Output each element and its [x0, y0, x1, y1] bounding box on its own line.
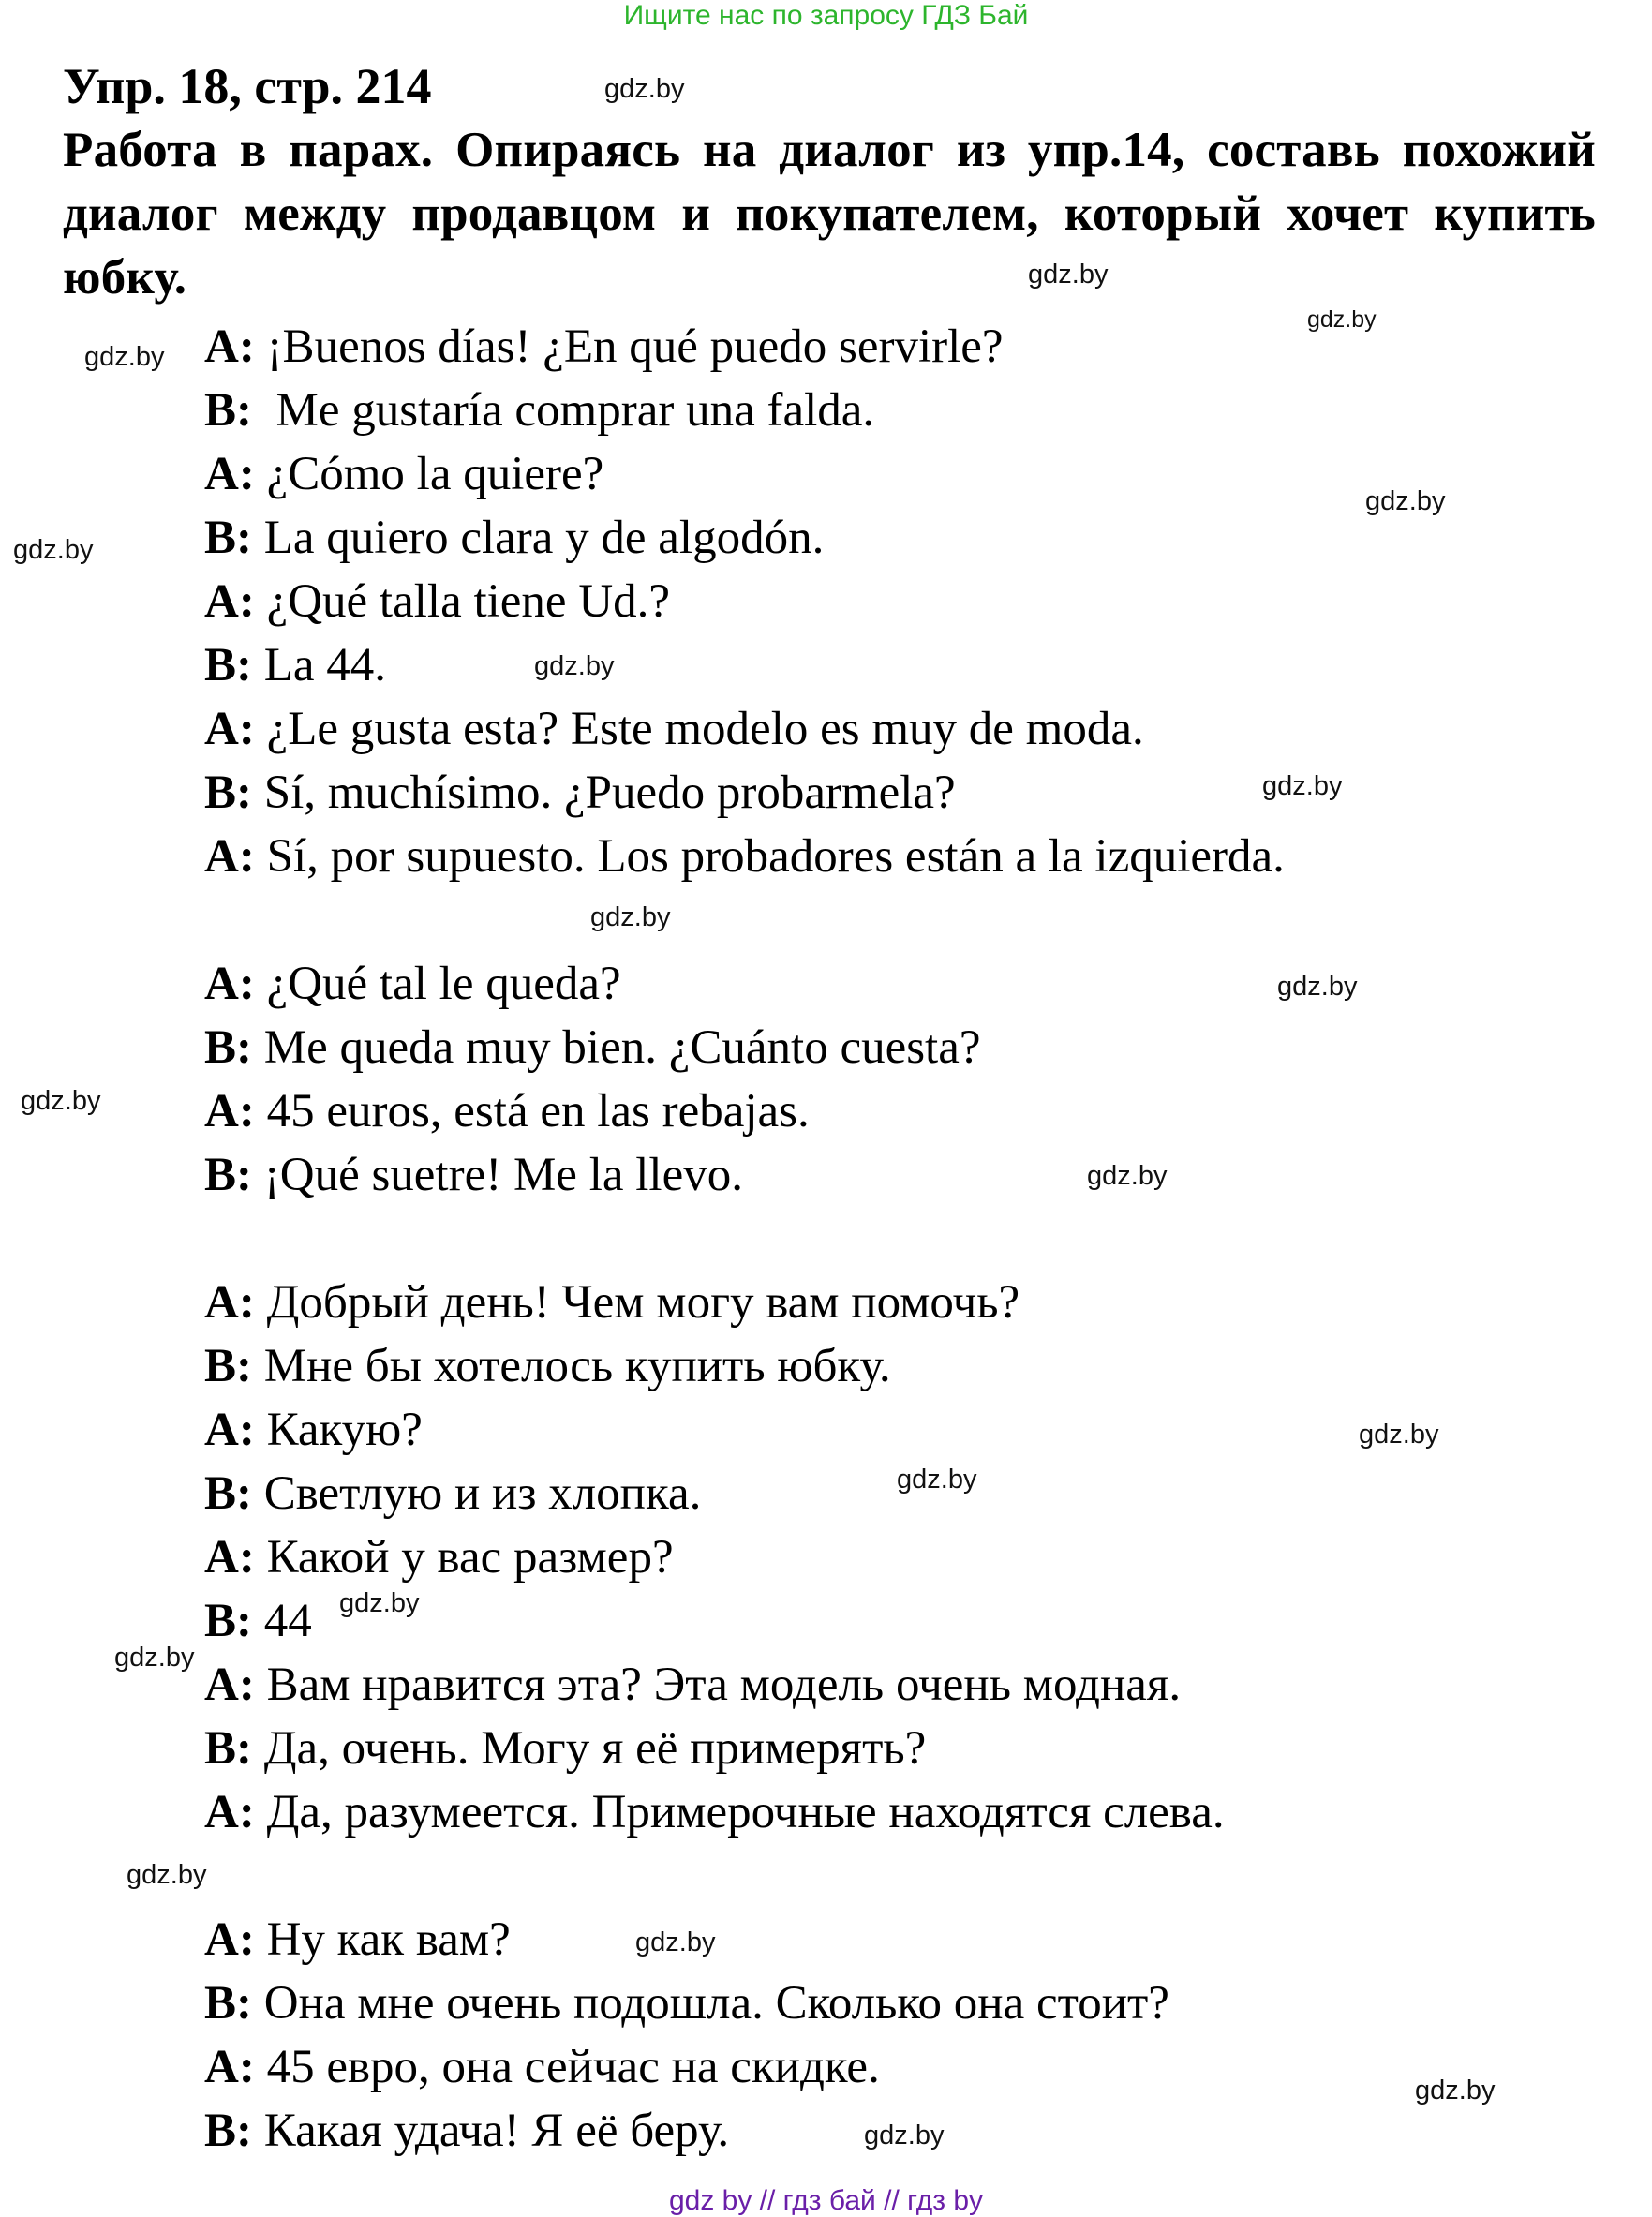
watermark: gdz.by [1028, 260, 1109, 290]
speaker-label: B: [204, 2105, 252, 2157]
line-text: Добрый день! Чем могу вам помочь? [254, 1276, 1020, 1329]
line-text: Какую? [254, 1404, 423, 1456]
watermark: gdz.by [1415, 2076, 1496, 2105]
speaker-label: B: [204, 1595, 252, 1647]
watermark: gdz.by [339, 1588, 420, 1618]
speaker-label: A: [204, 1085, 255, 1138]
line-text: Да, разумеется. Примерочные находятся слева. [254, 1786, 1225, 1838]
line-text: Sí, por supuesto. Los probadores están a la izquierda. [254, 830, 1285, 883]
line-text: 44 [252, 1595, 312, 1647]
dialogue-line-ru [204, 1462, 701, 1525]
footer-links: gdz by // гдз бай // гдз by [668, 2185, 984, 2216]
watermark: gdz.by [21, 1086, 101, 1116]
line-text: Me queda muy bien. ¿Cuánto cuesta? [252, 1021, 981, 1074]
dialogue-line-es [204, 442, 603, 506]
dialogue-line-ru [204, 1271, 1019, 1334]
dialogue-line-ru [204, 1971, 1169, 2035]
line-text: Ну как вам? [254, 1913, 511, 1966]
dialogue-line-es [204, 506, 824, 570]
dialogue-line-ru [204, 1908, 511, 1971]
line-text: Мне бы хотелось купить юбку. [252, 1340, 891, 1392]
speaker-label: A: [204, 1404, 255, 1456]
speaker-label: B: [204, 1021, 252, 1074]
dialogue-line-ru [204, 1589, 312, 1653]
line-text: La 44. [252, 639, 387, 692]
watermark: gdz.by [114, 1643, 195, 1673]
dialogue-line-ru [204, 2099, 729, 2163]
dialogue-line-es [204, 1143, 743, 1207]
speaker-label: A: [204, 575, 255, 628]
watermark: gdz.by [1262, 771, 1343, 801]
speaker-label: B: [204, 1467, 252, 1520]
dialogue-line-ru [204, 1717, 926, 1780]
watermark: gdz.by [127, 1860, 207, 1890]
speaker-label: A: [204, 1659, 255, 1711]
speaker-label: B: [204, 1149, 252, 1201]
watermark: gdz.by [1277, 972, 1358, 1002]
speaker-label: B: [204, 512, 252, 564]
speaker-label: A: [204, 1786, 255, 1838]
watermark: gdz.by [1365, 486, 1446, 516]
watermark: gdz.by [590, 902, 671, 932]
line-text: 45 euros, está en las rebajas. [254, 1085, 810, 1138]
dialogue-line-es [204, 825, 1285, 888]
line-text: La quiero clara y de algodón. [252, 512, 825, 564]
line-text: Светлую и из хлопка. [252, 1467, 702, 1520]
speaker-label: A: [204, 320, 255, 373]
speaker-label: B: [204, 384, 252, 437]
dialogue-line-es [204, 952, 621, 1016]
speaker-label: A: [204, 830, 255, 883]
watermark: gdz.by [897, 1465, 977, 1495]
line-text: ¡Qué suetre! Me la llevo. [252, 1149, 743, 1201]
watermark: gdz.by [84, 342, 165, 372]
speaker-label: B: [204, 1722, 252, 1775]
watermark: gdz.by [534, 651, 615, 681]
line-text: Sí, muchísimo. ¿Puedo probarmela? [252, 766, 956, 819]
watermark: gdz.by [13, 535, 94, 565]
watermark: gdz.by [1359, 1420, 1439, 1450]
line-text: Она мне очень подошла. Сколько она стоит? [252, 1977, 1169, 2030]
speaker-label: A: [204, 1276, 255, 1329]
watermark: gdz.by [864, 2120, 945, 2150]
exercise-heading [63, 54, 1596, 309]
watermark: gdz.by [1087, 1161, 1168, 1191]
dialogue-line-ru [204, 1653, 1181, 1717]
exercise-title: Упр. 18, стр. 214 [63, 58, 432, 114]
dialogue-line-es [204, 697, 1144, 761]
watermark: gdz.by [604, 74, 685, 104]
speaker-label: A: [204, 958, 255, 1010]
top-banner: Ищите нас по запросу ГДЗ Бай [623, 0, 1029, 31]
dialogue-line-es [204, 570, 670, 633]
speaker-label: B: [204, 1340, 252, 1392]
watermark: gdz.by [635, 1927, 716, 1957]
dialogue-line-ru [204, 1398, 423, 1462]
line-text: Какой у вас размер? [254, 1531, 674, 1584]
line-text: ¿Qué talla tiene Ud.? [254, 575, 671, 628]
speaker-label: A: [204, 703, 255, 755]
line-text: ¿Le gusta esta? Este modelo es muy de moda. [254, 703, 1144, 755]
dialogue-line-es [204, 633, 386, 697]
line-text: 45 евро, она сейчас на скидке. [254, 2041, 880, 2093]
line-text: Какая удача! Я её беру. [252, 2105, 730, 2157]
task-text: Работа в парах. Опираясь на диалог из упр.14, составь похожий диалог между продавцом и покупателем, который хочет купить юбку. [63, 123, 1596, 305]
line-text: ¡Buenos días! ¿En qué puedo servirle? [254, 320, 1004, 373]
dialogue-line-ru [204, 1525, 674, 1589]
speaker-label: B: [204, 766, 252, 819]
dialogue-line-es [204, 761, 956, 825]
speaker-label: A: [204, 448, 255, 500]
speaker-label: A: [204, 1531, 255, 1584]
dialogue-line-ru [204, 1780, 1225, 1844]
dialogue-line-es [204, 379, 874, 442]
dialogue-line-es [204, 1016, 981, 1079]
line-text: Me gustaría comprar una falda. [252, 384, 875, 437]
dialogue-line-es [204, 1079, 810, 1143]
line-text: Вам нравится эта? Эта модель очень модная. [254, 1659, 1182, 1711]
watermark: gdz.by [1307, 306, 1377, 333]
line-text: ¿Cómo la quiere? [254, 448, 604, 500]
speaker-label: B: [204, 639, 252, 692]
dialogue-line-ru [204, 1334, 891, 1398]
speaker-label: B: [204, 1977, 252, 2030]
dialogue-line-ru [204, 2035, 880, 2099]
line-text: Да, очень. Могу я её примерять? [252, 1722, 927, 1775]
speaker-label: A: [204, 2041, 255, 2093]
dialogue-line-es [204, 315, 1004, 379]
speaker-label: A: [204, 1913, 255, 1966]
line-text: ¿Qué tal le queda? [254, 958, 621, 1010]
